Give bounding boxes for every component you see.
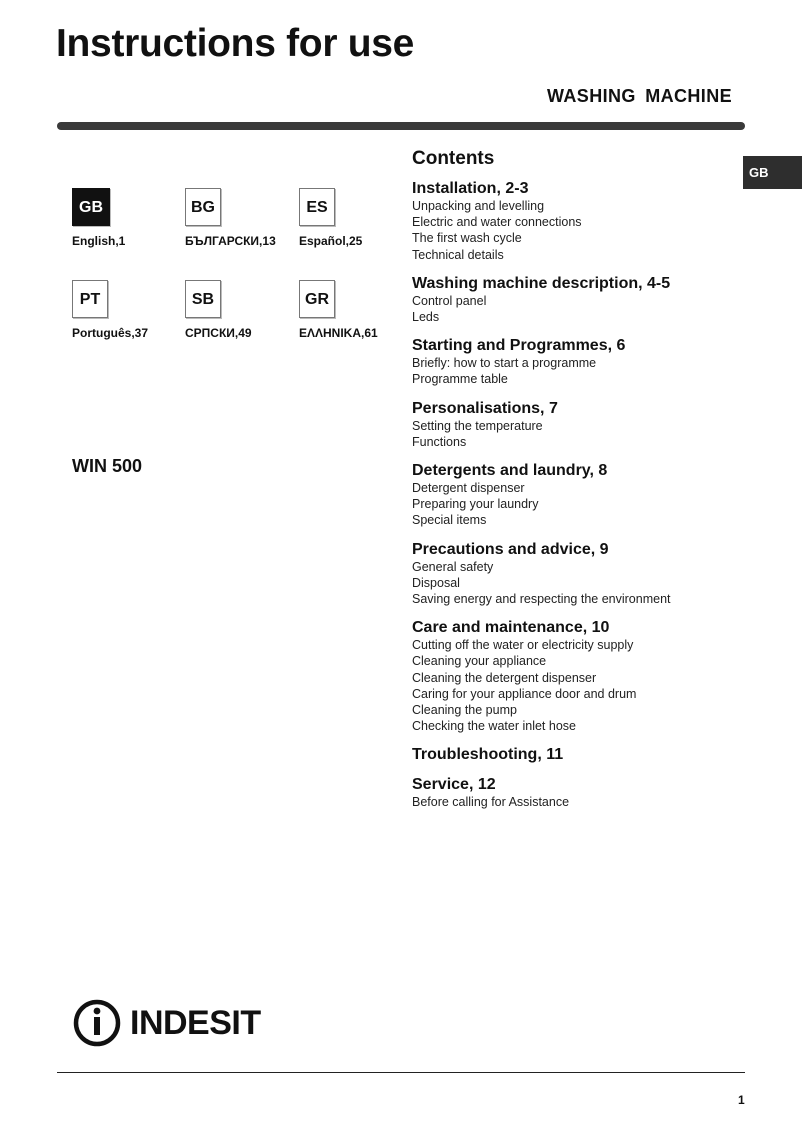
- language-label: ΕΛΛΗΝΙΚΑ,61: [299, 326, 378, 340]
- toc-section: [412, 746, 742, 764]
- toc-subitem[interactable]: Leds: [412, 310, 440, 325]
- language-label: Português,37: [72, 326, 149, 340]
- toc-section: [412, 462, 742, 529]
- toc-subitem[interactable]: Programme table: [412, 372, 508, 387]
- language-code-badge: GR: [299, 280, 335, 318]
- language-entry-sb[interactable]: [185, 280, 295, 340]
- toc-section: [412, 619, 742, 734]
- toc-section: [412, 180, 742, 263]
- language-entry-bg[interactable]: [185, 188, 295, 248]
- language-code-badge: ES: [299, 188, 335, 226]
- toc-subitem[interactable]: Preparing your laundry: [412, 497, 539, 512]
- toc-subitem[interactable]: Cleaning the detergent dispenser: [412, 670, 597, 685]
- language-entry-gb[interactable]: [72, 188, 182, 248]
- toc-section-title[interactable]: Installation, 2-3: [412, 180, 529, 197]
- toc-section-title[interactable]: Starting and Programmes, 6: [412, 337, 626, 355]
- toc-subitem[interactable]: Functions: [412, 434, 467, 449]
- toc-section: [412, 337, 742, 387]
- header-divider: [57, 122, 745, 130]
- page-title: Instructions for use: [56, 22, 415, 65]
- indesit-i-circle-icon: [72, 998, 124, 1048]
- toc-subitem[interactable]: Control panel: [412, 293, 487, 308]
- product-type: WASHING MACHINE: [547, 86, 732, 106]
- language-entry-pt[interactable]: [72, 280, 182, 340]
- language-label: Español,25: [299, 234, 363, 248]
- language-label: English,1: [72, 234, 126, 248]
- toc-subitem[interactable]: Before calling for Assistance: [412, 795, 570, 810]
- footer-divider: [57, 1072, 745, 1073]
- model-number: WIN 500: [72, 456, 143, 476]
- toc-section: [412, 400, 742, 450]
- toc-subitem[interactable]: Setting the temperature: [412, 418, 543, 433]
- toc-section-title[interactable]: Detergents and laundry, 8: [412, 462, 608, 480]
- table-of-contents: [412, 148, 742, 823]
- toc-subitem[interactable]: Unpacking and levelling: [412, 199, 545, 213]
- toc-section-title[interactable]: Care and maintenance, 10: [412, 619, 610, 637]
- brand-logo: [72, 998, 261, 1048]
- toc-subitem[interactable]: Special items: [412, 513, 487, 528]
- toc-subitem[interactable]: General safety: [412, 559, 494, 574]
- toc-section-title[interactable]: Personalisations, 7: [412, 399, 558, 417]
- language-code-badge: BG: [185, 188, 221, 226]
- toc-subitem[interactable]: The first wash cycle: [412, 231, 522, 246]
- language-code-badge: GB: [72, 188, 110, 226]
- toc-subitem[interactable]: Cleaning your appliance: [412, 654, 547, 669]
- toc-section-title[interactable]: Service, 12: [412, 776, 496, 794]
- toc-subitem[interactable]: Detergent dispenser: [412, 481, 525, 496]
- toc-subitem[interactable]: Electric and water connections: [412, 215, 582, 230]
- language-entry-es[interactable]: [299, 188, 409, 248]
- language-label: БЪЛГАРСКИ,13: [185, 234, 276, 248]
- toc-subitem[interactable]: Cutting off the water or electricity supply: [412, 638, 634, 653]
- language-code-badge: PT: [72, 280, 108, 318]
- language-entry-gr[interactable]: [299, 280, 409, 340]
- toc-section-title[interactable]: Precautions and advice, 9: [412, 540, 609, 558]
- toc-subitem[interactable]: Briefly: how to start a programme: [412, 356, 597, 371]
- language-code-badge: SB: [185, 280, 221, 318]
- toc-section: [412, 541, 742, 608]
- toc-subitem[interactable]: Cleaning the pump: [412, 703, 517, 718]
- toc-subitem[interactable]: Saving energy and respecting the environment: [412, 592, 671, 607]
- toc-subitem[interactable]: Caring for your appliance door and drum: [412, 686, 637, 701]
- contents-heading: Contents: [412, 148, 495, 169]
- toc-section-title[interactable]: Troubleshooting, 11: [412, 746, 564, 764]
- language-side-tab: GB: [743, 156, 802, 189]
- language-label: СРПСКИ,49: [185, 326, 252, 340]
- toc-subitem[interactable]: Disposal: [412, 575, 460, 590]
- toc-section-title[interactable]: Washing machine description, 4-5: [412, 274, 671, 292]
- toc-subitem[interactable]: Technical details: [412, 247, 504, 262]
- toc-section: [412, 275, 742, 325]
- toc-section: [412, 776, 742, 810]
- toc-subitem[interactable]: Checking the water inlet hose: [412, 719, 576, 734]
- page-number: 1: [738, 1093, 745, 1107]
- brand-wordmark: INDESIT: [130, 1003, 261, 1042]
